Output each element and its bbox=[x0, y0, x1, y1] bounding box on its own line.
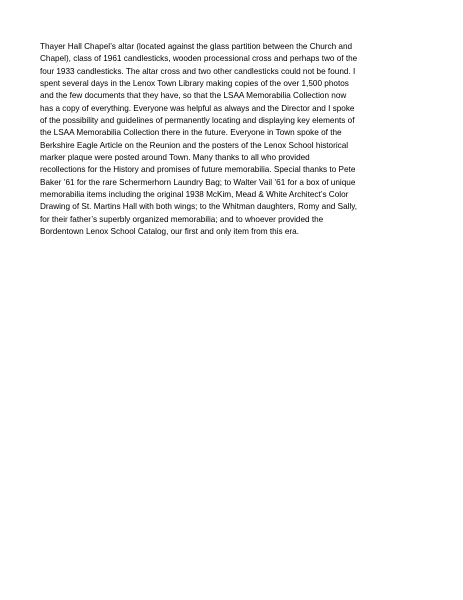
paragraph-line: recollections for the History and promises of future memorabilia. Special thanks to Pete bbox=[40, 165, 356, 175]
body-paragraph bbox=[40, 41, 432, 238]
paragraph-line: the LSAA Memorabilia Collection there in the future. Everyone in Town spoke of the bbox=[40, 128, 342, 138]
paragraph-line: Drawing of St. Martins Hall with both wings; to the Whitman daughters, Romy and Sally, bbox=[40, 202, 358, 212]
paragraph-line: for their father’s superbly organized memorabilia; and to whoever provided the bbox=[40, 214, 324, 224]
paragraph-line: Bordentown Lenox School Catalog, our first and only item from this era. bbox=[40, 226, 299, 236]
paragraph-line: Berkshire Eagle Article on the Reunion and the posters of the Lenox School historical bbox=[40, 140, 349, 150]
paragraph-line: Baker ’61 for the rare Schermerhorn Laundry Bag; to Walter Vail ’61 for a box of unique bbox=[40, 177, 356, 187]
paragraph-line: memorabilia items including the original 1938 McKim, Mead & White Architect’s Color bbox=[40, 189, 349, 199]
paragraph-line: four 1933 candlesticks. The altar cross and two other candlesticks could not be found. I bbox=[40, 66, 356, 76]
paragraph-line: and the few documents that they have, so that the LSAA Memorabilia Collection now bbox=[40, 91, 347, 101]
paragraph-line: Thayer Hall Chapel’s altar (located against the glass partition between the Church and bbox=[40, 42, 353, 51]
paragraph-line: spent several days in the Lenox Town Library making copies of the over 1,500 photos bbox=[40, 78, 349, 88]
paragraph-line: marker plaque were posted around Town. Many thanks to all who provided bbox=[40, 152, 310, 162]
paragraph-line: Chapel), class of 1961 candlesticks, wooden processional cross and perhaps two of the bbox=[40, 54, 358, 64]
paragraph-line: of the possibility and guidelines of permanently locating and displaying key elements of bbox=[40, 115, 355, 125]
paragraph-line: has a copy of everything. Everyone was helpful as always and the Director and I spoke bbox=[40, 103, 355, 113]
